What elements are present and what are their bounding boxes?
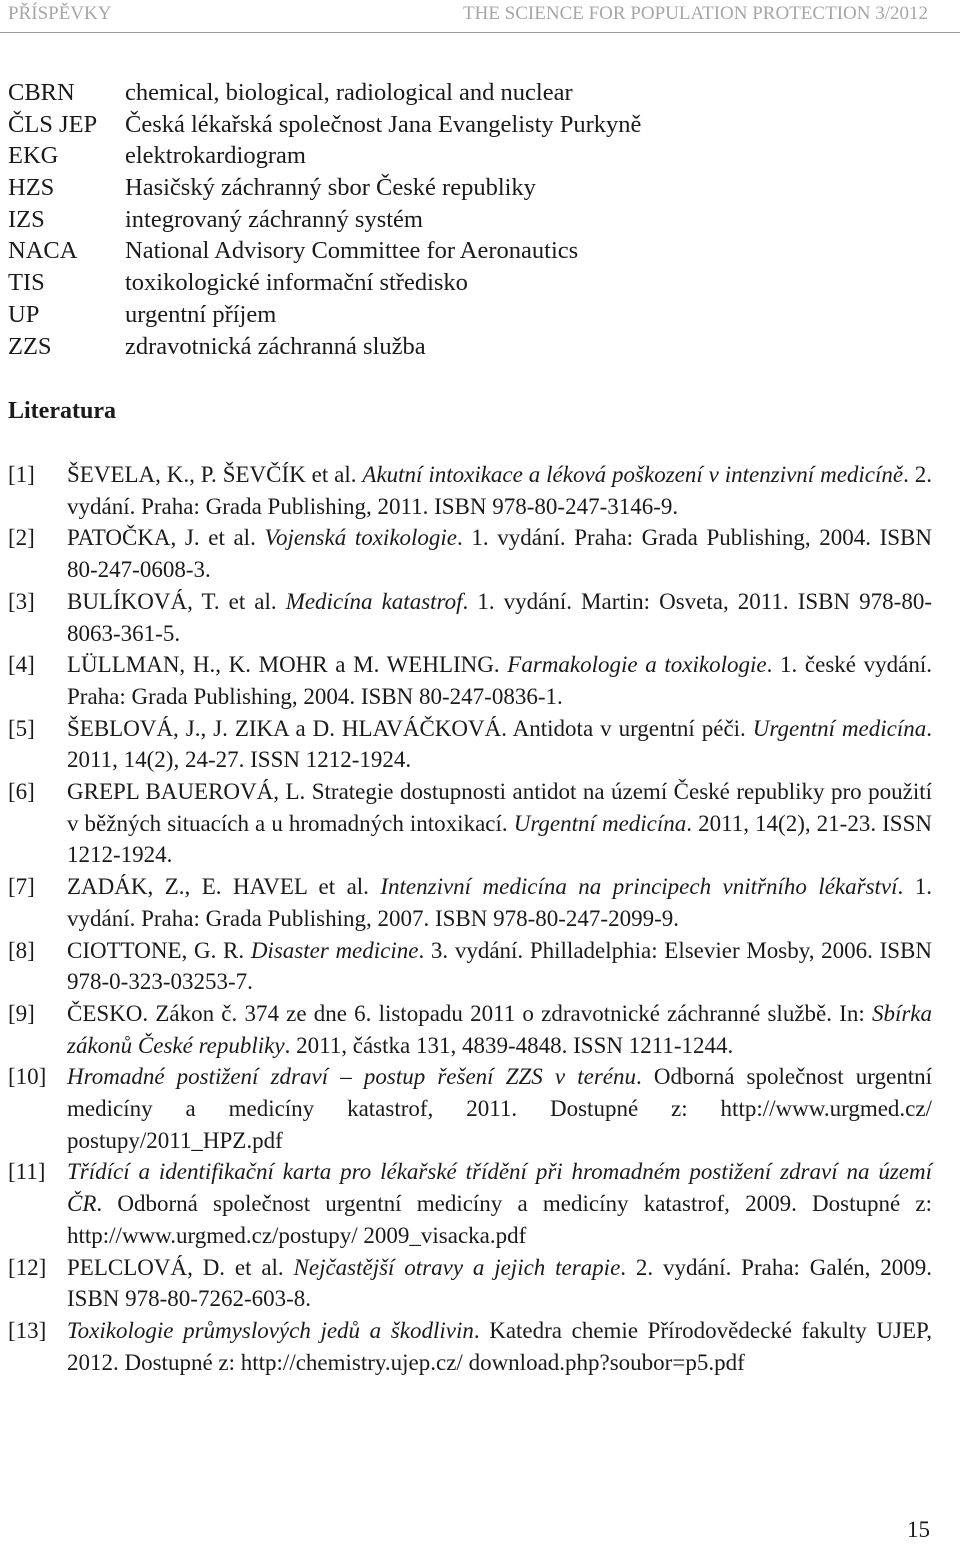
abbreviation-key: TIS: [8, 269, 45, 297]
reference-details: . 3. vydání. Philladelphia: Elsevier Mosby, 2006. ISBN 978-0-323-03253-7.: [67, 937, 933, 995]
reference-details: . 2011, 14(2), 21-23. ISSN 1212-1924.: [67, 810, 932, 868]
abbreviation-value: Hasičský záchranný sbor České republiky: [125, 174, 536, 202]
reference-item: [8, 713, 932, 776]
reference-authors: CIOTTONE, G. R.: [67, 937, 251, 963]
reference-number: [3]: [8, 588, 35, 614]
reference-title: Třídící a identifikační karta pro lékařské třídění při hromadném postižení zdraví na území ČR: [67, 1159, 932, 1217]
reference-details: . 2011, 14(2), 24-27. ISSN 1212-1924.: [67, 715, 932, 773]
reference-item: [8, 998, 932, 1061]
reference-title: Sbírka zákonů České republiky: [67, 1000, 932, 1058]
abbreviation-value: urgentní příjem: [125, 300, 277, 328]
reference-title: Toxikologie průmyslových jedů a škodlivin: [67, 1317, 474, 1343]
abbreviation-key: EKG: [8, 142, 59, 170]
reference-number: [6]: [8, 779, 35, 805]
abbreviation-row: [8, 299, 641, 331]
abbreviation-row: [8, 140, 641, 172]
reference-title: Vojenská toxikologie: [264, 525, 458, 551]
reference-details: . 1. vydání. Praha: Grada Publishing, 2004. ISBN 80-247-0608-3.: [67, 525, 933, 583]
reference-number: [7]: [8, 874, 35, 900]
abbreviation-list: [8, 77, 641, 362]
reference-details: . 1. vydání. Martin: Osveta, 2011. ISBN 978-80-8063-361-5.: [67, 588, 932, 646]
reference-number: [4]: [8, 652, 35, 678]
reference-details: . Odborná společnost urgentní medicíny a medicíny katastrof, 2011. Dostupné z: http://www.urgmed.cz/ postupy/2011_HPZ.pdf: [67, 1064, 933, 1153]
abbreviation-value: Česká lékařská společnost Jana Evangelisty Purkyně: [125, 110, 642, 138]
reference-authors: BULÍKOVÁ, T. et al.: [67, 588, 286, 614]
abbreviation-value: elektrokardiogram: [125, 142, 306, 170]
reference-item: [8, 1061, 932, 1156]
abbreviation-key: HZS: [8, 174, 55, 202]
reference-authors: GREPL BAUEROVÁ, L. Strategie dostupnosti antidot na území České republiky pro použití v běžných situacích a u hromadných intoxikací.: [67, 779, 932, 836]
abbreviation-key: ZZS: [8, 332, 52, 360]
reference-title: Medicína katastrof: [285, 588, 463, 614]
page-header: [0, 0, 960, 33]
reference-item: [8, 935, 932, 998]
reference-details: . 1. vydání. Praha: Grada Publishing, 2007. ISBN 978-80-247-2099-9.: [67, 874, 933, 931]
reference-item: [8, 522, 932, 585]
abbreviation-row: [8, 235, 641, 267]
abbreviation-row: [8, 172, 641, 204]
abbreviation-row: [8, 331, 641, 363]
reference-details: . 2011, částka 131, 4839-4848. ISSN 1211-1244.: [284, 1032, 734, 1058]
reference-number: [10]: [8, 1064, 47, 1090]
reference-number: [2]: [8, 525, 35, 551]
reference-item: [8, 649, 932, 712]
abbreviation-value: National Advisory Committee for Aeronautics: [125, 237, 579, 265]
abbreviation-value: zdravotnická záchranná služba: [125, 332, 426, 360]
reference-item: [8, 776, 932, 871]
abbreviation-row: [8, 77, 641, 109]
reference-number: [9]: [8, 1000, 35, 1026]
page-number: 15: [907, 1517, 930, 1542]
section-heading-literatura: Literatura: [8, 398, 116, 424]
abbreviation-row: [8, 204, 641, 236]
reference-title: Disaster medicine: [250, 937, 419, 963]
abbreviation-key: CBRN: [8, 79, 75, 106]
reference-list: [8, 459, 932, 1378]
abbreviation-key: UP: [8, 300, 40, 328]
reference-details: . 1. české vydání. Praha: Grada Publishing, 2004. ISBN 80-247-0836-1.: [67, 652, 932, 709]
reference-details: . 2. vydání. Praha: Grada Publishing, 2011. ISBN 978-80-247-3146-9.: [67, 462, 933, 519]
reference-details: . Odborná společnost urgentní medicíny a medicíny katastrof, 2009. Dostupné z: http://www.urgmed.cz/postupy/ 2009_visacka.pdf: [67, 1191, 932, 1248]
reference-authors: PATOČKA, J. et al.: [67, 525, 265, 551]
reference-item: [8, 586, 932, 649]
reference-title: Nejčastější otravy a jejich terapie: [293, 1254, 621, 1280]
reference-authors: ČESKO. Zákon č. 374 ze dne 6. listopadu 2011 o zdravotnické záchranné službě. In:: [67, 1000, 872, 1026]
reference-item: [8, 459, 932, 522]
reference-item: [8, 1156, 932, 1251]
reference-title: Intenzivní medicína na principech vnitřního lékařství: [380, 874, 898, 900]
reference-number: [8]: [8, 937, 35, 963]
reference-item: [8, 871, 932, 934]
reference-number: [12]: [8, 1254, 47, 1280]
reference-journal: Urgentní medicína: [752, 715, 927, 741]
reference-item: [8, 1252, 932, 1315]
header-journal-title: THE SCIENCE FOR POPULATION PROTECTION 3/2012: [463, 3, 928, 24]
reference-title: Hromadné postižení zdraví – postup řešení ZZS v terénu: [67, 1064, 637, 1090]
reference-number: [1]: [8, 462, 35, 487]
abbreviation-key: NACA: [8, 237, 78, 265]
reference-authors: ZADÁK, Z., E. HAVEL et al.: [67, 874, 381, 900]
abbreviation-value: toxikologické informační středisko: [125, 269, 468, 297]
header-section-label: PŘÍSPĚVKY: [8, 3, 112, 24]
reference-journal: Urgentní medicína: [513, 810, 687, 836]
reference-number: [5]: [8, 715, 35, 741]
reference-details: . 2. vydání. Praha: Galén, 2009. ISBN 978-80-7262-603-8.: [67, 1254, 933, 1312]
reference-number: [13]: [8, 1317, 47, 1343]
reference-authors: ŠEVELA, K., P. ŠEVČÍK et al.: [67, 462, 363, 487]
abbreviation-row: [8, 109, 641, 141]
reference-authors: PELCLOVÁ, D. et al.: [67, 1254, 294, 1280]
reference-details: . Katedra chemie Přírodovědecké fakulty UJEP, 2012. Dostupné z: http://chemistry.ujep.cz/ download.php?soubor=p5.pdf: [67, 1317, 932, 1375]
reference-title: Akutní intoxikace a léková poškození v intenzivní medicíně: [362, 462, 904, 487]
abbreviation-row: [8, 267, 641, 299]
reference-title: Farmakologie a toxikologie: [507, 652, 767, 678]
reference-authors: ŠEBLOVÁ, J., J. ZIKA a D. HLAVÁČKOVÁ. Antidota v urgentní péči.: [67, 715, 753, 741]
abbreviation-key: ČLS JEP: [8, 110, 98, 138]
abbreviation-value: integrovaný záchranný systém: [125, 205, 423, 233]
reference-item: [8, 1315, 932, 1378]
reference-authors: LÜLLMAN, H., K. MOHR a M. WEHLING.: [67, 652, 508, 678]
abbreviation-key: IZS: [8, 205, 45, 233]
reference-number: [11]: [8, 1159, 46, 1185]
abbreviation-value: chemical, biological, radiological and nuclear: [125, 79, 573, 106]
